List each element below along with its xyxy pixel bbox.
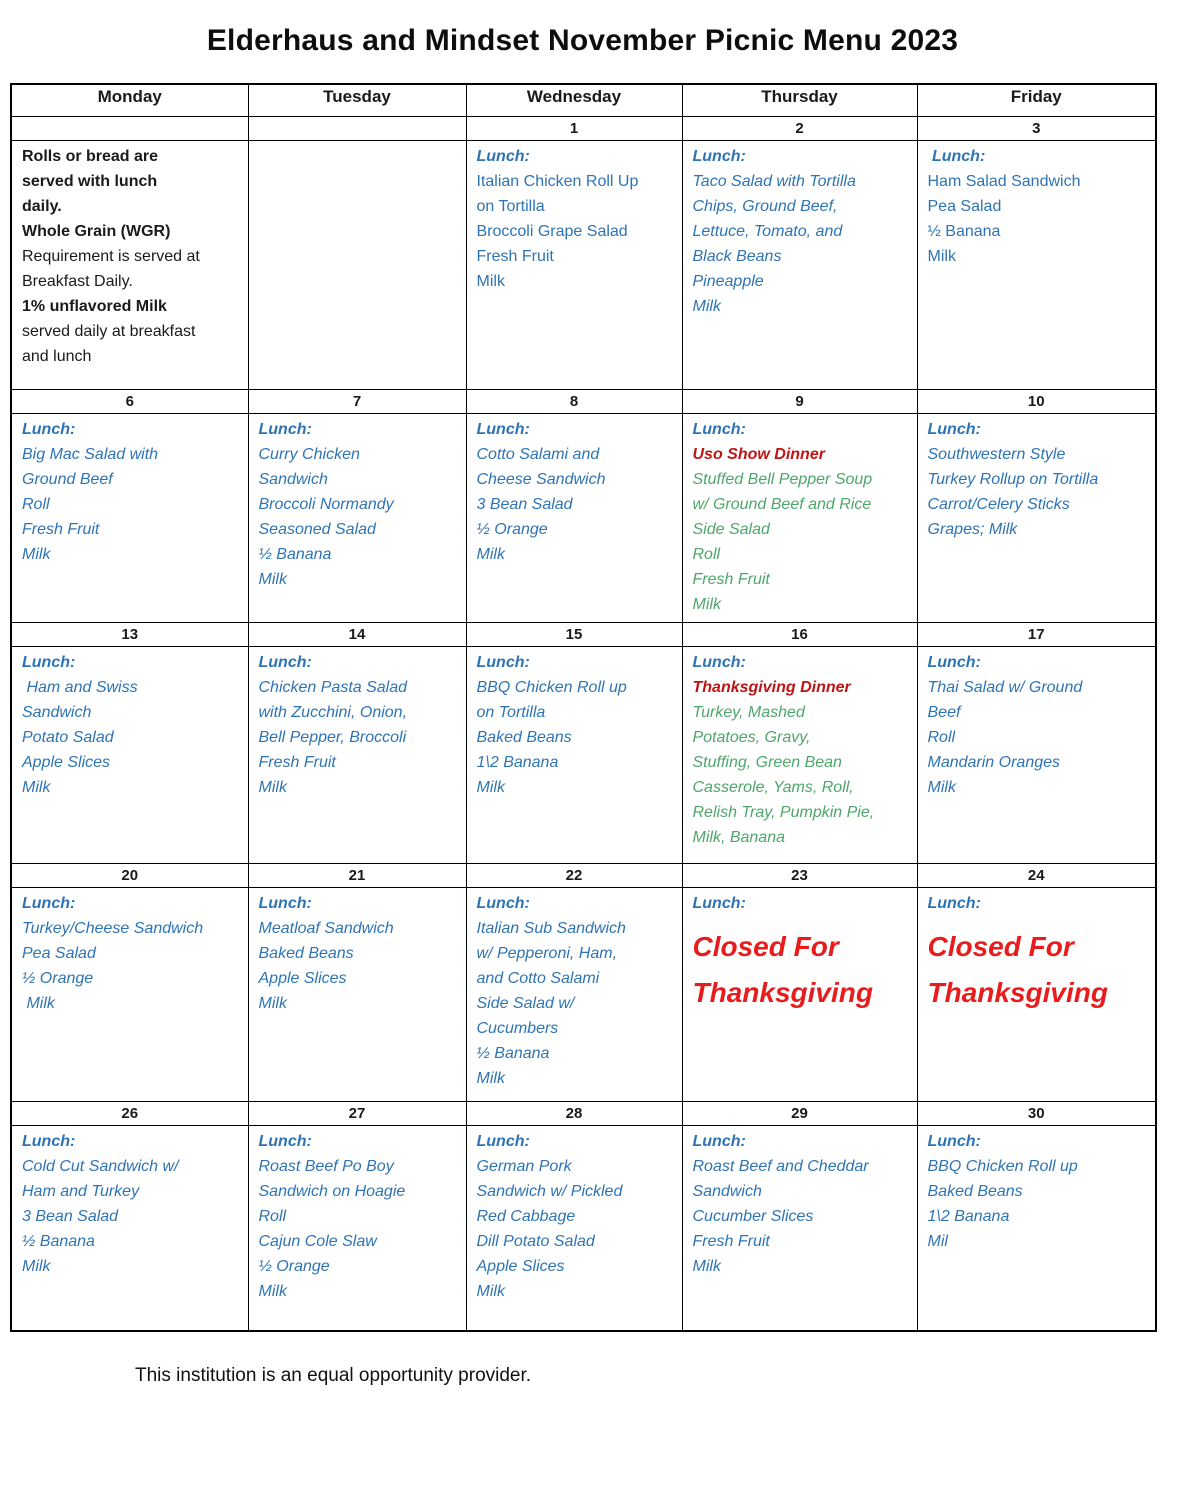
menu-nov-29	[682, 1126, 917, 1332]
lunch-label: Lunch:	[22, 654, 76, 671]
menu-item-line: Baked Beans	[476, 729, 572, 746]
menu-item-line: Thanksgiving Dinner	[692, 679, 851, 696]
menu-item-line: Milk	[22, 546, 51, 563]
menu-item-line: Pea Salad	[927, 198, 1002, 215]
menu-item-line: Taco Salad with Tortilla	[692, 173, 856, 190]
menu-item-line: Milk	[927, 779, 956, 796]
menu-nov-21	[248, 888, 466, 1102]
date-cell-20: 20	[11, 864, 248, 888]
menu-item-line: Milk	[22, 1258, 51, 1275]
menu-item-line: on Tortilla	[476, 704, 546, 721]
menu-nov-16	[682, 647, 917, 864]
menu-item-line: Breakfast Daily.	[22, 273, 133, 290]
menu-nov-15	[466, 647, 682, 864]
menu-nov-6	[11, 414, 248, 623]
menu-item-line: served daily at breakfast	[22, 323, 196, 340]
menu-item-line: Milk	[22, 779, 51, 796]
menu-item-line: Broccoli Normandy	[258, 496, 394, 513]
menu-item-line: Curry Chicken	[258, 446, 360, 463]
date-cell-8: 8	[466, 390, 682, 414]
menu-item-line: Uso Show Dinner	[692, 446, 825, 463]
menu-nov-14	[248, 647, 466, 864]
menu-item-line: 3 Bean Salad	[476, 496, 573, 513]
menu-item-line: Mandarin Oranges	[927, 754, 1061, 771]
lunch-label: Lunch:	[22, 1133, 76, 1150]
lunch-label: Lunch:	[476, 1133, 530, 1150]
menu-item-line: Carrot/Celery Sticks	[927, 496, 1070, 513]
lunch-label: Lunch:	[476, 421, 530, 438]
menu-nov-7	[248, 414, 466, 623]
day-header-thursday: Thursday	[682, 84, 917, 117]
menu-item-line: Milk	[476, 779, 505, 796]
day-header-wednesday: Wednesday	[466, 84, 682, 117]
lunch-label: Lunch:	[258, 654, 312, 671]
lunch-label: Lunch:	[927, 421, 981, 438]
menu-item-line: ½ Orange	[258, 1258, 330, 1275]
lunch-label: Lunch:	[927, 895, 981, 912]
menu-item-line: Sandwich on Hoagie	[258, 1183, 406, 1200]
menu-nov-17	[917, 647, 1156, 864]
menu-item-line: 1\2 Banana	[927, 1208, 1010, 1225]
menu-item-line: Casserole, Yams, Roll,	[692, 779, 854, 796]
date-row	[11, 390, 1156, 414]
date-row	[11, 1102, 1156, 1126]
menu-item-line: Stuffed Bell Pepper Soup	[692, 471, 873, 488]
week-row	[11, 141, 1156, 390]
lunch-label: Lunch:	[22, 421, 76, 438]
lunch-label: Lunch:	[692, 895, 746, 912]
menu-item-line: Roll	[258, 1208, 287, 1225]
menu-item-line: on Tortilla	[476, 198, 545, 215]
menu-item-line: Milk	[476, 546, 505, 563]
lunch-label: Lunch:	[476, 895, 530, 912]
menu-item-line: Milk	[476, 1283, 505, 1300]
date-cell-empty	[248, 117, 466, 141]
menu-item-line: Ham Salad Sandwich	[927, 173, 1081, 190]
menu-item-line: Pineapple	[692, 273, 764, 290]
menu-nov-2	[682, 141, 917, 390]
menu-item-line: Chicken Pasta Salad	[258, 679, 408, 696]
menu-item-line: Cucumber Slices	[692, 1208, 814, 1225]
day-header-monday: Monday	[11, 84, 248, 117]
menu-item-line: Pea Salad	[22, 945, 96, 962]
menu-item-line: Cold Cut Sandwich w/	[22, 1158, 179, 1175]
menu-item-line: Chips, Ground Beef,	[692, 198, 838, 215]
date-cell-21: 21	[248, 864, 466, 888]
menu-item-line: ½ Banana	[22, 1233, 95, 1250]
menu-nov-30	[917, 1126, 1156, 1332]
menu-item-line: German Pork	[476, 1158, 572, 1175]
menu-item-line: Milk	[258, 571, 287, 588]
menu-item-line: Fresh Fruit	[692, 1233, 770, 1250]
menu-item-line: Baked Beans	[927, 1183, 1023, 1200]
lunch-label: Lunch:	[476, 654, 530, 671]
menu-nov-26	[11, 1126, 248, 1332]
date-cell-17: 17	[917, 623, 1156, 647]
page-title: Elderhaus and Mindset November Picnic Menu 2023	[206, 24, 959, 57]
menu-item-line: Milk	[258, 995, 287, 1012]
date-cell-26: 26	[11, 1102, 248, 1126]
menu-item-line: Rolls or bread are	[22, 148, 159, 165]
menu-item-line: Sandwich w/ Pickled	[476, 1183, 623, 1200]
menu-item-line: Apple Slices	[22, 754, 111, 771]
menu-item-line: with Zucchini, Onion,	[258, 704, 408, 721]
menu-item-line: Roll	[927, 729, 956, 746]
menu-item-line: Apple Slices	[476, 1258, 565, 1275]
menu-nov-1	[466, 141, 682, 390]
menu-item-line: Milk	[476, 273, 505, 290]
menu-item-line: ½ Banana	[258, 546, 332, 563]
menu-item-line: Roast Beef Po Boy	[258, 1158, 394, 1175]
menu-item-line: Sandwich	[692, 1183, 762, 1200]
menu-item-line: Roll	[692, 546, 721, 563]
lunch-label: Lunch:	[927, 148, 986, 165]
date-cell-16: 16	[682, 623, 917, 647]
lunch-label: Lunch:	[692, 654, 746, 671]
menu-item-line: Fresh Fruit	[22, 521, 100, 538]
menu-item-line: ½ Banana	[476, 1045, 550, 1062]
menu-item-line: Cucumbers	[476, 1020, 559, 1037]
menu-item-line: and Cotto Salami	[476, 970, 600, 987]
menu-item-line: Milk	[258, 779, 287, 796]
closed-notice: Closed For Thanksgiving	[692, 931, 873, 1008]
date-row	[11, 864, 1156, 888]
week-row	[11, 414, 1156, 623]
lunch-label: Lunch:	[258, 421, 312, 438]
menu-item-line: Beef	[927, 704, 961, 721]
date-row	[11, 623, 1156, 647]
lunch-label: Lunch:	[927, 1133, 981, 1150]
menu-item-line: Turkey/Cheese Sandwich	[22, 920, 204, 937]
menu-item-line: 3 Bean Salad	[22, 1208, 119, 1225]
menu-item-line: 1\2 Banana	[476, 754, 559, 771]
lunch-label: Lunch:	[258, 1133, 312, 1150]
menu-item-line: Roast Beef and Cheddar	[692, 1158, 869, 1175]
date-cell-3: 3	[917, 117, 1156, 141]
equal-opportunity-note: This institution is an equal opportunity provider.	[135, 1365, 532, 1386]
date-cell-24: 24	[917, 864, 1156, 888]
menu-item-line: Sandwich	[258, 471, 328, 488]
menu-nov-3	[917, 141, 1156, 390]
date-cell-1: 1	[466, 117, 682, 141]
menu-nov-10	[917, 414, 1156, 623]
date-cell-10: 10	[917, 390, 1156, 414]
menu-nov-13	[11, 647, 248, 864]
date-cell-7: 7	[248, 390, 466, 414]
date-cell-14: 14	[248, 623, 466, 647]
lunch-label: Lunch:	[692, 421, 746, 438]
menu-item-line: and lunch	[22, 348, 92, 365]
menu-item-line: Potatoes, Gravy,	[692, 729, 811, 746]
menu-item-line: Relish Tray, Pumpkin Pie,	[692, 804, 875, 821]
menu-item-line: Milk	[692, 298, 721, 315]
menu-item-line: Meatloaf Sandwich	[258, 920, 394, 937]
menu-item-line: Ground Beef	[22, 471, 113, 488]
day-header-row	[11, 84, 1156, 117]
menu-item-line: ½ Orange	[476, 521, 548, 538]
menu-item-line: Fresh Fruit	[258, 754, 336, 771]
closed-notice: Closed For Thanksgiving	[927, 931, 1108, 1008]
menu-item-line: Italian Sub Sandwich	[476, 920, 626, 937]
menu-item-line: Stuffing, Green Bean	[692, 754, 842, 771]
date-cell-28: 28	[466, 1102, 682, 1126]
menu-item-line: w/ Pepperoni, Ham,	[476, 945, 618, 962]
menu-item-line: Cotto Salami and	[476, 446, 600, 463]
menu-item-line: Seasoned Salad	[258, 521, 376, 538]
lunch-label: Lunch:	[476, 148, 530, 165]
menu-item-line: Red Cabbage	[476, 1208, 576, 1225]
date-cell-27: 27	[248, 1102, 466, 1126]
lunch-label: Lunch:	[927, 654, 981, 671]
menu-item-line: Milk	[22, 995, 55, 1012]
menu-nov-23	[682, 888, 917, 1102]
menu-item-line: Bell Pepper, Broccoli	[258, 729, 407, 746]
menu-item-line: Milk, Banana	[692, 829, 785, 846]
menu-item-line: Lettuce, Tomato, and	[692, 223, 843, 240]
date-cell-23: 23	[682, 864, 917, 888]
menu-item-line: Milk	[258, 1283, 287, 1300]
menu-item-line: Turkey, Mashed	[692, 704, 805, 721]
menu-item-line: Side Salad	[692, 521, 770, 538]
menu-nov-22	[466, 888, 682, 1102]
lunch-label: Lunch:	[22, 895, 76, 912]
menu-item-line: served with lunch	[22, 173, 158, 190]
menu-nov-8	[466, 414, 682, 623]
menu-item-line: Fresh Fruit	[692, 571, 770, 588]
menu-item-line: Side Salad w/	[476, 995, 575, 1012]
menu-item-line: Cheese Sandwich	[476, 471, 606, 488]
lunch-label: Lunch:	[258, 895, 312, 912]
menu-item-line: Cajun Cole Slaw	[258, 1233, 377, 1250]
menu-item-line: Dill Potato Salad	[476, 1233, 595, 1250]
menu-item-line: Roll	[22, 496, 50, 513]
menu-item-line: Requirement is served at	[22, 248, 200, 265]
menu-nov-20	[11, 888, 248, 1102]
menu-item-line: Turkey Rollup on Tortilla	[927, 471, 1099, 488]
menu-nov-27	[248, 1126, 466, 1332]
menu-item-line: Southwestern Style	[927, 446, 1066, 463]
menu-item-line: ½ Banana	[927, 223, 1001, 240]
menu-item-line: Italian Chicken Roll Up	[476, 173, 639, 190]
date-cell-15: 15	[466, 623, 682, 647]
menu-item-line: Milk	[476, 1070, 505, 1087]
menu-item-line: Black Beans	[692, 248, 782, 265]
menu-item-line: Broccoli Grape Salad	[476, 223, 628, 240]
date-cell-22: 22	[466, 864, 682, 888]
menu-item-line: Mil	[927, 1233, 948, 1250]
menu-item-line: 1% unflavored Milk	[22, 298, 167, 315]
day-header-friday: Friday	[917, 84, 1156, 117]
week-row	[11, 647, 1156, 864]
menu-item-line: Milk	[927, 248, 956, 265]
date-cell-2: 2	[682, 117, 917, 141]
menu-item-line: Fresh Fruit	[476, 248, 554, 265]
menu-item-line: Milk	[692, 1258, 721, 1275]
date-row	[11, 117, 1156, 141]
menu-item-line: Potato Salad	[22, 729, 114, 746]
menu-item-line: ½ Orange	[22, 970, 94, 987]
menu-nov-28	[466, 1126, 682, 1332]
date-cell-6: 6	[11, 390, 248, 414]
menu-item-line: BBQ Chicken Roll up	[927, 1158, 1078, 1175]
day-header-tuesday: Tuesday	[248, 84, 466, 117]
menu-calendar	[10, 83, 1157, 1332]
menu-item-line: BBQ Chicken Roll up	[476, 679, 627, 696]
menu-nov-9	[682, 414, 917, 623]
week-row	[11, 1126, 1156, 1332]
empty-cell	[248, 141, 466, 390]
menu-item-line: Big Mac Salad with	[22, 446, 159, 463]
date-cell-29: 29	[682, 1102, 917, 1126]
menu-nov-24	[917, 888, 1156, 1102]
menu-item-line: Sandwich	[22, 704, 92, 721]
menu-item-line: Grapes; Milk	[927, 521, 1018, 538]
lunch-label: Lunch:	[692, 1133, 746, 1150]
date-cell-13: 13	[11, 623, 248, 647]
menu-item-line: daily.	[22, 198, 62, 215]
menu-item-line: Baked Beans	[258, 945, 354, 962]
menu-item-line: Milk	[692, 596, 721, 613]
date-cell-9: 9	[682, 390, 917, 414]
menu-item-line: Apple Slices	[258, 970, 347, 987]
date-cell-empty	[11, 117, 248, 141]
info-cell	[11, 141, 248, 390]
menu-item-line: w/ Ground Beef and Rice	[692, 496, 872, 513]
menu-item-line: Whole Grain (WGR)	[22, 223, 171, 240]
date-cell-30: 30	[917, 1102, 1156, 1126]
menu-item-line: Ham and Turkey	[22, 1183, 140, 1200]
menu-item-line: Thai Salad w/ Ground	[927, 679, 1083, 696]
week-row	[11, 888, 1156, 1102]
menu-item-line: Ham and Swiss	[22, 679, 138, 696]
lunch-label: Lunch:	[692, 148, 746, 165]
